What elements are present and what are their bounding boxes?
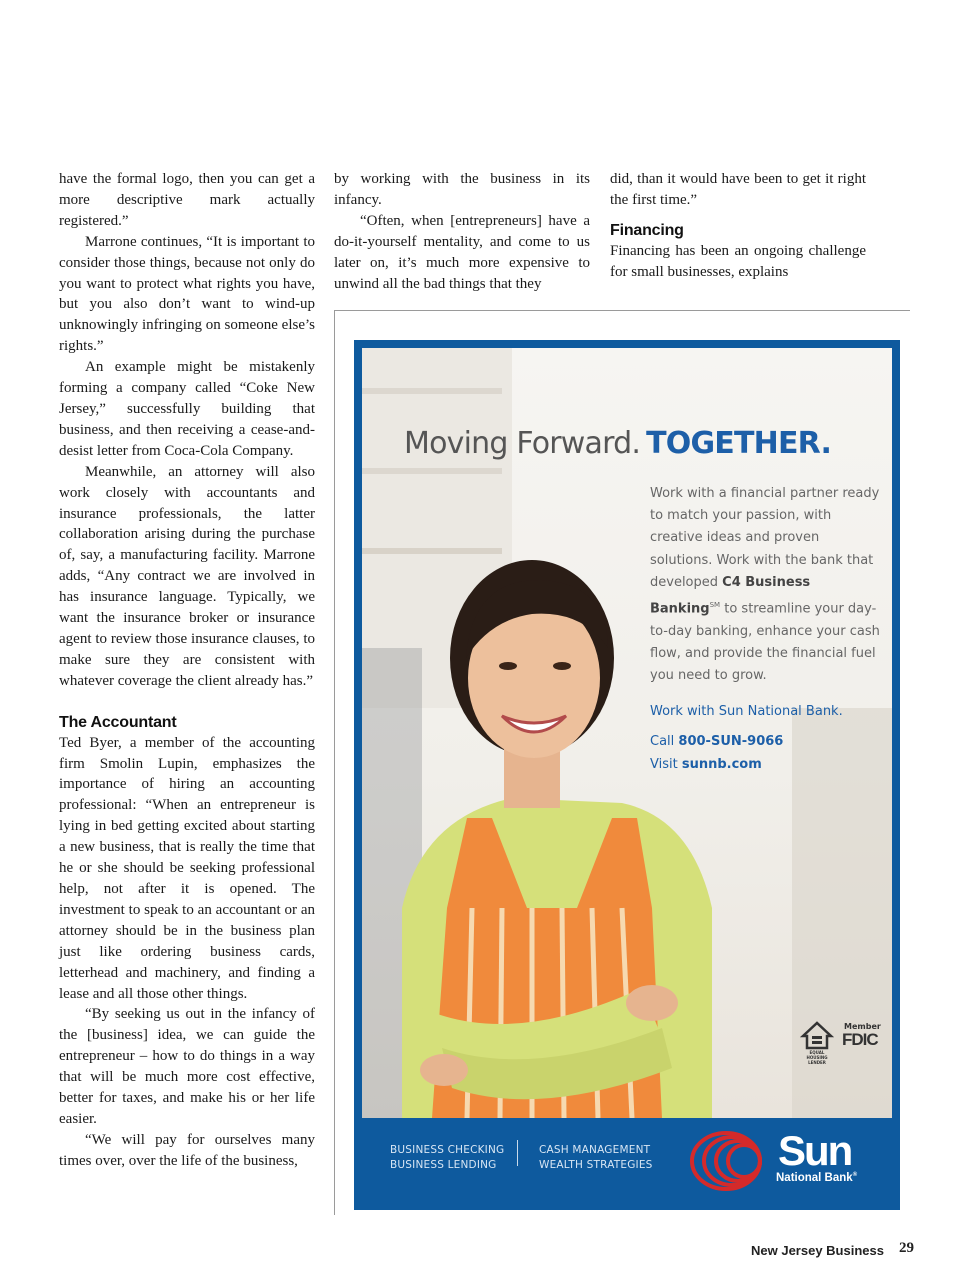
paragraph: Meanwhile, an attorney will also work closely with accountants and insurance professionals, the latter collaboration arising during the purchase of, say, a manufacturing facility. Marrone adds, “Any contract we are involved in has insurance language. Typically, we want the insurance broker or insurance agent to review those insurance clauses, to make sure they are consistent with whatever coverage the client already has.”: [59, 463, 315, 689]
ad-divider-horizontal: [334, 310, 910, 311]
fdic-badges: [800, 1020, 881, 1065]
article-column-2: [334, 169, 590, 294]
page-number: 29: [899, 1240, 914, 1256]
paragraph: Financing has been an ongoing challenge for small businesses, explains: [610, 242, 866, 280]
ad-headline-part-1: Moving Forward.: [404, 426, 641, 461]
publication-name: New Jersey Business: [751, 1243, 884, 1258]
ad-bottom-bar: [362, 1118, 892, 1202]
ad-phone[interactable]: [650, 731, 880, 753]
paragraph: by working with the business in its infancy.: [334, 171, 590, 208]
article-column-1: [59, 169, 315, 1172]
logo-sub: National Bank: [776, 1172, 853, 1184]
ad-body: [650, 483, 880, 776]
logo-national-bank-text: [776, 1172, 857, 1184]
paragraph: “Often, when [entrepreneurs] have a do-it-yourself mentality, and come to us later on, it’s much more expensive to unwind all the bad things that they: [334, 212, 590, 292]
ad-divider-vertical: [334, 310, 335, 1215]
ad-copy-2: to streamline your day-to-day banking, enhance your cash flow, and provide the financial fuel you need to grow.: [650, 601, 880, 683]
paragraph: “We will pay for ourselves many times over, over the life of the business,: [59, 1131, 315, 1169]
section-heading-financing: Financing: [610, 221, 684, 239]
paragraph: Ted Byer, a member of the accounting firm Smolin Lupin, emphasizes the importance of hiring an accounting professional: “When an entrepreneur is lying in bed getting excited about starting a new business, that is really the time that he or she should be seeking professional help, not after it is opened. The investment to speak to an accountant or an attorney should be in the business plan just like ordering business cards, letterhead and machinery, and finding a lease and all those other things.: [59, 734, 315, 1002]
service-item: WEALTH STRATEGIES: [539, 1159, 653, 1171]
services-right: [539, 1143, 653, 1173]
paragraph: “By seeking us out in the infancy of the [business] idea, we can guide the entrepreneur – how to do things in a way that will be much more cost effective, better for taxes, and make his or her life easier.: [59, 1006, 315, 1127]
logo-sun-text: Sun: [778, 1127, 852, 1174]
paragraph: Marrone continues, “It is important to consider those things, because not only do you want to protect what rights you have, but you also don’t want to wind-up unknowingly infringing on someone else’s rights.”: [59, 233, 315, 355]
ad-photo-area: [362, 348, 892, 1118]
lender-label: EQUAL HOUSING LENDER: [806, 1050, 828, 1065]
ad-website[interactable]: [650, 754, 880, 776]
ad-headline-part-2: TOGETHER.: [646, 426, 832, 461]
section-heading-accountant: The Accountant: [59, 713, 177, 731]
paragraph: An example might be mistakenly forming a company called “Coke New Jersey,” successfully building that business, and then receiving a cease-and-desist letter from Coca-Cola Company.: [59, 359, 315, 459]
service-item: CASH MANAGEMENT: [539, 1144, 651, 1156]
ad-copy: [650, 483, 880, 687]
fdic-member-label: Member: [844, 1022, 881, 1031]
phone-number[interactable]: 800-SUN-9066: [678, 734, 784, 750]
article-column-3: [610, 169, 866, 283]
service-item: BUSINESS CHECKING: [390, 1144, 505, 1156]
ad-cta: Work with Sun National Bank.: [650, 704, 843, 720]
website-link[interactable]: sunnb.com: [681, 756, 762, 772]
paragraph: have the formal logo, then you can get a more descriptive mark actually registered.”: [59, 171, 315, 229]
ad-copy-1: Work with a financial partner ready to match your passion, with creative ideas and proven solutions. Work with the bank that developed: [650, 486, 880, 590]
registered-mark: ®: [852, 1172, 858, 1179]
service-item: BUSINESS LENDING: [390, 1159, 497, 1171]
fdic-logo: FDIC: [842, 1030, 878, 1049]
services-left: [390, 1143, 504, 1173]
ad-headline: [404, 426, 831, 461]
sun-national-bank-ad[interactable]: [354, 340, 900, 1210]
ad-brand: C4 Business Banking: [650, 574, 811, 617]
paragraph: did, than it would have been to get it right the first time.”: [610, 171, 866, 208]
sun-rings-icon: [688, 1128, 784, 1194]
visit-label: Visit: [650, 756, 678, 772]
service-mark: SM: [709, 601, 721, 610]
services-divider: [517, 1140, 518, 1166]
sun-national-bank-logo: [688, 1128, 878, 1194]
call-label: Call: [650, 734, 675, 750]
